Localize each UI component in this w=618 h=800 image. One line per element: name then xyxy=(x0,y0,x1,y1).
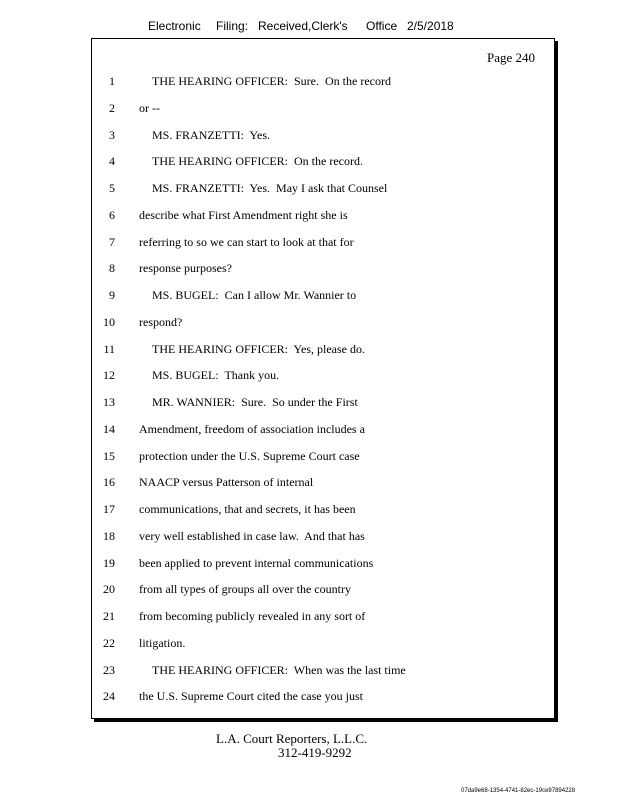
line-text: from all types of groups all over the country xyxy=(139,582,351,597)
line-text: the U.S. Supreme Court cited the case you just xyxy=(139,689,363,704)
line-text: from becoming publicly revealed in any sort of xyxy=(139,609,366,623)
transcript-line xyxy=(92,500,554,518)
line-text: litigation. xyxy=(139,635,186,650)
line-number: 21 xyxy=(103,609,115,623)
transcript-line xyxy=(92,152,554,170)
transcript-line xyxy=(92,206,554,224)
line-number: 14 xyxy=(103,421,115,436)
court-reporter-name: L.A. Court Reporters, L.L.C. xyxy=(216,731,368,746)
transcript-line xyxy=(92,126,554,144)
line-number: 8 xyxy=(109,261,115,276)
document-id: 07da9e68-1354-4741-82ec-19ce97894228 xyxy=(461,788,576,794)
line-number: 5 xyxy=(109,181,115,195)
transcript-line xyxy=(92,554,554,572)
line-text: been applied to prevent internal communications xyxy=(139,555,374,570)
page-number: Page 240 xyxy=(486,50,535,65)
line-number: 23 xyxy=(103,662,115,677)
transcript-line xyxy=(92,72,554,90)
line-number: 24 xyxy=(103,689,115,704)
line-text: referring to so we can start to look at that for xyxy=(139,234,354,249)
line-number: 7 xyxy=(109,234,115,249)
line-number: 1 xyxy=(109,74,115,88)
line-text: MS. BUGEL: Thank you. xyxy=(152,368,280,383)
line-number: 22 xyxy=(103,635,115,650)
filing-stamp-received: Received,Clerk's xyxy=(258,19,348,33)
transcript-line xyxy=(92,420,554,438)
line-text: THE HEARING OFFICER: Sure. On the record xyxy=(152,74,391,88)
line-text: response purposes? xyxy=(139,261,232,276)
transcript-line xyxy=(92,366,554,384)
transcript-line xyxy=(92,607,554,625)
line-number: 13 xyxy=(103,395,115,409)
line-text: MR. WANNIER: Sure. So under the First xyxy=(152,395,358,409)
line-number: 18 xyxy=(103,528,115,543)
filing-stamp-date: 2/5/2018 xyxy=(407,19,454,33)
line-number: 20 xyxy=(103,582,115,597)
transcript-line xyxy=(92,179,554,197)
transcript-line xyxy=(92,313,554,331)
line-number: 19 xyxy=(103,555,115,570)
transcript-line xyxy=(92,661,554,679)
transcript-line xyxy=(92,233,554,251)
line-number: 3 xyxy=(109,127,115,142)
line-text: or -- xyxy=(139,100,160,115)
line-number: 4 xyxy=(109,154,115,169)
line-text: respond? xyxy=(139,314,183,329)
line-text: Amendment, freedom of association includes a xyxy=(139,421,365,436)
line-number: 9 xyxy=(109,288,115,302)
line-number: 10 xyxy=(103,314,115,329)
line-number: 11 xyxy=(103,341,115,356)
court-reporter-phone: 312-419-9292 xyxy=(278,745,352,760)
line-text: MS. FRANZETTI: Yes. May I ask that Counsel xyxy=(152,181,388,195)
transcript-line xyxy=(92,286,554,304)
line-text: very well established in case law. And that has xyxy=(139,528,365,543)
transcript-line xyxy=(92,580,554,598)
line-number: 17 xyxy=(103,502,115,516)
line-number: 16 xyxy=(103,475,115,490)
line-text: protection under the U.S. Supreme Court case xyxy=(139,448,360,463)
transcript-line xyxy=(92,447,554,465)
transcript-line xyxy=(92,634,554,652)
line-text: THE HEARING OFFICER: On the record. xyxy=(152,154,363,169)
line-text: THE HEARING OFFICER: Yes, please do. xyxy=(152,341,365,356)
transcript-line xyxy=(92,473,554,491)
transcript-page xyxy=(91,38,555,719)
transcript-line xyxy=(92,99,554,117)
line-text: MS. BUGEL: Can I allow Mr. Wannier to xyxy=(152,288,357,302)
filing-stamp-filing: Filing: xyxy=(216,19,249,33)
line-text: communications, that and secrets, it has been xyxy=(139,502,356,516)
transcript-line xyxy=(92,340,554,358)
transcript-line xyxy=(92,259,554,277)
line-number: 6 xyxy=(109,207,115,222)
line-text: MS. FRANZETTI: Yes. xyxy=(152,127,271,142)
line-number: 15 xyxy=(103,448,115,463)
transcript-line xyxy=(92,527,554,545)
line-number: 12 xyxy=(103,368,115,383)
line-text: describe what First Amendment right she is xyxy=(139,207,348,222)
line-text: NAACP versus Patterson of internal xyxy=(139,475,314,490)
line-text: THE HEARING OFFICER: When was the last time xyxy=(152,662,406,677)
transcript-line xyxy=(92,393,554,411)
line-number: 2 xyxy=(109,100,115,115)
filing-stamp-office: Office xyxy=(366,19,398,33)
filing-stamp-electronic: Electronic xyxy=(148,19,201,33)
transcript-line xyxy=(92,687,554,705)
